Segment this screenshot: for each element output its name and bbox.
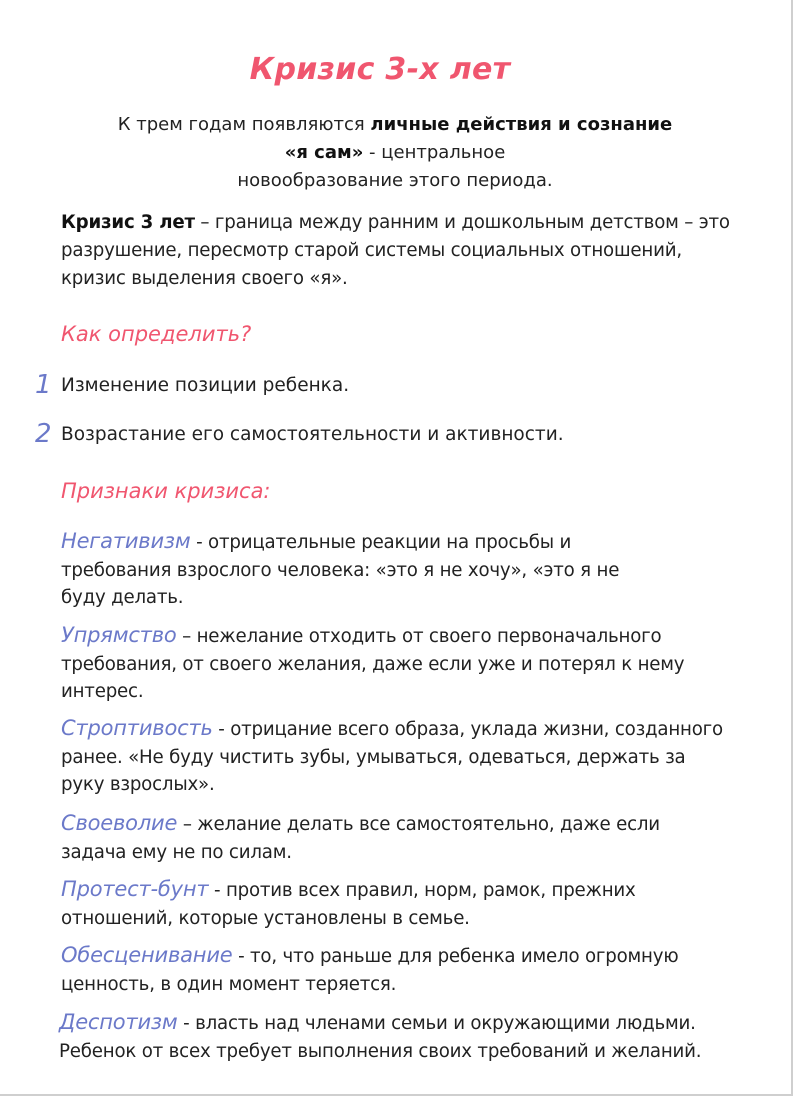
sign-item	[61, 622, 731, 706]
list-item	[35, 419, 564, 449]
sign-term: Обесценивание	[61, 943, 233, 967]
sign-term: Упрямство	[61, 623, 177, 647]
how-to-identify-heading: Как определить?	[61, 322, 252, 346]
sign-text: - власть над членами семьи и окружающими людьми. Ребенок от всех требует выполнения своих требований и желаний.	[59, 1013, 702, 1062]
sign-term: Протест-бунт	[61, 877, 209, 901]
definition-paragraph	[61, 209, 741, 293]
intro-text: новообразование этого периода.	[237, 170, 553, 191]
sign-item	[61, 876, 691, 932]
item-number: 1	[35, 370, 52, 400]
definition-term: Кризис 3 лет	[61, 212, 195, 233]
sign-text: – нежелание отходить от своего первоначального требования, от своего желания, даже если уже и потерял к нему интерес.	[61, 626, 685, 702]
intro-text: - центральное	[363, 142, 506, 163]
sign-term: Негативизм	[61, 529, 191, 553]
sign-text: - против всех правил, норм, рамок, прежних отношений, которые установлены в семье.	[61, 880, 636, 929]
page-title: Кризис 3-х лет	[249, 52, 511, 87]
sign-item	[61, 810, 721, 866]
sign-text: - то, что раньше для ребенка имело огромную ценность, в один момент теряется.	[61, 946, 679, 995]
intro-text: К трем годам появляются	[117, 114, 371, 135]
sign-text: – желание делать все самостоятельно, даже если задача ему не по силам.	[61, 814, 660, 863]
intro-bold-text: личные действия и сознание	[370, 114, 673, 135]
sign-term: Деспотизм	[59, 1010, 178, 1034]
list-item	[35, 370, 349, 400]
item-number: 2	[35, 419, 52, 449]
item-text: Изменение позиции ребенка.	[61, 375, 350, 396]
definition-text: – граница между ранним и дошкольным детством – это разрушение, пересмотр старой системы социальных отношений, кризис выделения своего «я».	[61, 212, 730, 289]
signs-heading: Признаки кризиса:	[61, 479, 271, 503]
sign-text: - отрицательные реакции на просьбы и требования взрослого человека: «это я не хочу», «это я не буду делать.	[61, 532, 620, 608]
sign-text: - отрицание всего образа, уклада жизни, созданного ранее. «Не буду чистить зубы, умываться, одеваться, держать за руку взрослых».	[61, 719, 723, 795]
sign-item	[61, 715, 731, 799]
sign-term: Своеволие	[61, 811, 178, 835]
sign-item	[59, 1009, 719, 1065]
item-text: Возрастание его самостоятельности и активности.	[61, 424, 564, 445]
intro-paragraph	[60, 111, 730, 195]
sign-term: Строптивость	[61, 716, 213, 740]
sign-item	[61, 528, 661, 612]
intro-bold-text: «я сам»	[284, 142, 364, 163]
sign-item	[61, 942, 691, 998]
